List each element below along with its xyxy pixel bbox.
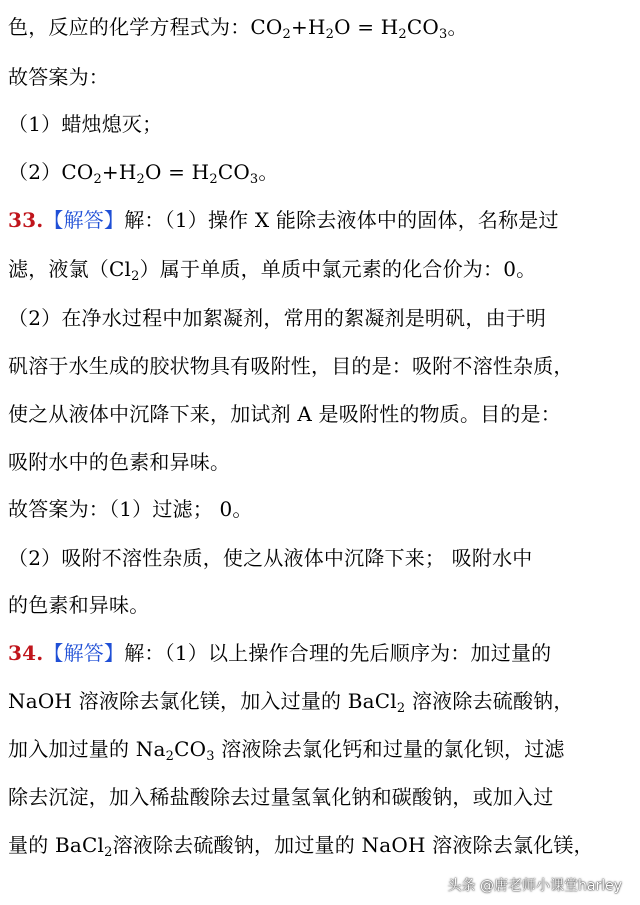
text-line: 的色素和异味。 (8, 593, 150, 617)
text-line: 吸附水中的色素和异味。 (8, 450, 231, 474)
text-line: 矾溶于水生成的胶状物具有吸附性，目的是：吸附不溶性杂质， (8, 354, 574, 378)
text-line: （1）蜡烛熄灭； (8, 112, 163, 136)
text-line: 除去沉淀，加入稀盐酸除去过量氢氧化钠和碳酸钠，或加入过 (8, 785, 554, 809)
answer-tag: 【解答】 (43, 208, 125, 232)
question-number: 33. (8, 208, 44, 232)
text-line: NaOH 溶液除去氯化镁，加入过量的 BaCl$_2$ 溶液除去硫酸钠， (8, 689, 574, 716)
text-line: 故答案为： (8, 65, 109, 89)
text-line: 故答案为：（1）过滤； 0。 (8, 497, 253, 521)
text-line: 使之从液体中沉降下来，加试剂 A 是吸附性的物质。目的是： (8, 402, 561, 426)
text-line: 色，反应的化学方程式为：$CO_2+H_2O = H_2CO_3$。 (8, 15, 468, 42)
question-33-heading: 33.【解答】解：（1）操作 X 能除去液体中的固体，名称是过 (8, 208, 559, 232)
text-line: 滤，液氯$(Cl_2)$属于单质，单质中氯元素的化合价为：0。 (8, 257, 537, 284)
text-line: （2）在净水过程中加絮凝剂，常用的絮凝剂是明矾，由于明 (8, 306, 547, 330)
text-line: 加入加过量的 $Na_2CO_3$ 溶液除去氯化钙和过量的氯化钡，过滤 (8, 737, 565, 764)
text-line: 量的 BaCl$_2$溶液除去硫酸钠，加过量的 NaOH 溶液除去氯化镁， (8, 833, 594, 860)
answer-tag: 【解答】 (43, 641, 125, 665)
text-line: （2）吸附不溶性杂质，使之从液体中沉降下来； 吸附水中 (8, 546, 533, 570)
question-number: 34. (8, 641, 44, 665)
text-line: $(2)CO_2+H_2O = H_2CO_3$。 (8, 160, 279, 187)
watermark: 头条 @唐老师小课堂harley (447, 878, 622, 894)
question-34-heading: 34.【解答】解：（1）以上操作合理的先后顺序为：加过量的 (8, 641, 552, 665)
